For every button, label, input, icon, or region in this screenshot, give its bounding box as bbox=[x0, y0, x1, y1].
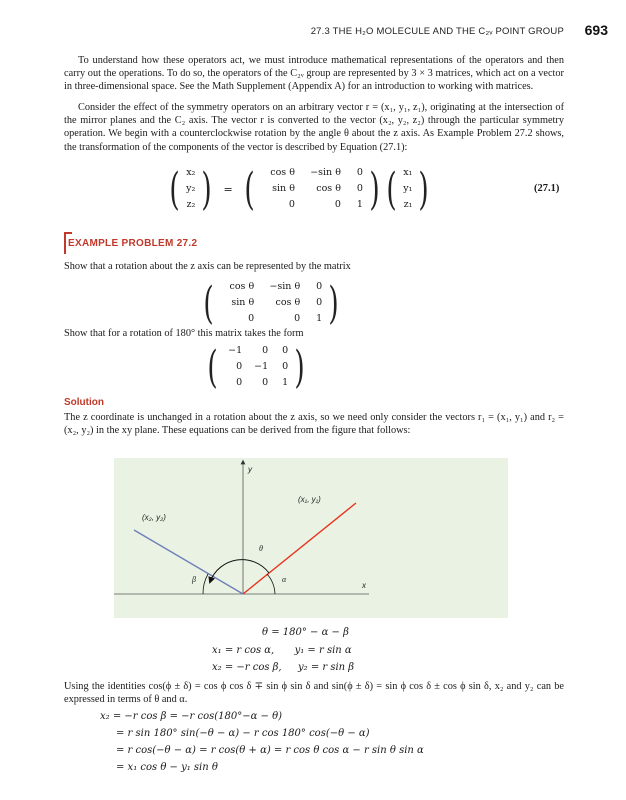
alpha-label: α bbox=[282, 575, 287, 584]
example-prompt-2: Show that for a rotation of 180° this matrix takes the form bbox=[64, 328, 304, 339]
intro-paragraph-1: To understand how these operators act, we must introduce mathematical representations of the operators and then carry out the operations. To do so, the operators of the C₂ᵥ group are represented by 3 × 3 matrices, which act on a vector in three-dimensional space. See the Math Supplement (Appendix A) for an introduction to working with matrices. bbox=[64, 55, 564, 93]
matrix-entry: 0 bbox=[236, 376, 243, 388]
relation-x1-y1: x₁ = r cos α, y₁ = r sin α bbox=[212, 645, 352, 656]
matrix-entry: 1 bbox=[282, 376, 289, 388]
vector-entry: z₂ bbox=[186, 198, 196, 210]
matrix-entry: cos θ bbox=[229, 280, 255, 292]
rotation-matrix bbox=[258, 164, 366, 214]
example-problem-title: EXAMPLE PROBLEM 27.2 bbox=[68, 238, 198, 249]
vector-entry: z₁ bbox=[403, 198, 413, 210]
left-paren: ( bbox=[169, 163, 180, 215]
rotation-diagram bbox=[114, 458, 508, 618]
matrix-entry: cos θ bbox=[275, 296, 301, 308]
left-paren: ( bbox=[386, 163, 397, 215]
example-matrix-2 bbox=[204, 342, 308, 392]
relation-theta: θ = 180° − α − β bbox=[262, 627, 349, 638]
example-problem-header bbox=[64, 232, 564, 252]
matrix-entry: 0 bbox=[356, 182, 363, 194]
matrix-entry: −1 bbox=[228, 344, 243, 356]
matrix-entry: 0 bbox=[356, 166, 363, 178]
theta-label: θ bbox=[259, 544, 263, 553]
matrix-entry: sin θ bbox=[272, 182, 295, 194]
matrix-entry: 0 bbox=[236, 360, 243, 372]
matrix-entry: 0 bbox=[316, 296, 323, 308]
right-paren: ) bbox=[369, 163, 380, 215]
matrix-body bbox=[217, 278, 325, 328]
solution-title: Solution bbox=[64, 397, 104, 408]
matrix-entry: −1 bbox=[254, 360, 269, 372]
matrix-body bbox=[221, 342, 291, 392]
left-paren: ( bbox=[203, 277, 214, 329]
left-paren: ( bbox=[207, 341, 218, 393]
right-paren: ) bbox=[201, 163, 213, 215]
solution-text: The z coordinate is unchanged in a rotation about the z axis, so we need only consider the vectors r₁ = (x₁, y₁) and r₂ = (x₂, y₂) in the xy plane. These equations can be derived from the figure that follows: bbox=[64, 412, 564, 437]
theta-arc bbox=[210, 560, 269, 582]
right-paren: ) bbox=[328, 277, 339, 329]
example-prompt-1: Show that a rotation about the z axis can be represented by the matrix bbox=[64, 261, 351, 272]
rotation-figure bbox=[114, 458, 508, 618]
equals-sign: = bbox=[223, 182, 233, 196]
intro-paragraph-2: Consider the effect of the symmetry operators on an arbitrary vector r = (x₁, y₁, z₁), originating at the intersection of the mirror planes and the C₂ axis. The vector r is converted to the vector (x₂, y₂, z₂) through the particular symmetry operation. We begin with a counterclockwise rotation by the angle θ about the z axis. As Example Problem 27.2 shows, the transformation of the components of the vector is described by Equation (27.1): bbox=[64, 102, 564, 153]
matrix-entry: −sin θ bbox=[269, 280, 301, 292]
relation-x2-y2: x₂ = −r cos β, y₂ = r sin β bbox=[212, 662, 355, 673]
matrix-entry: 0 bbox=[294, 312, 301, 324]
right-paren: ) bbox=[294, 341, 305, 393]
rhs-vector bbox=[400, 164, 415, 214]
lhs-vector bbox=[183, 164, 198, 214]
matrix-entry: 0 bbox=[262, 376, 269, 388]
left-paren: ( bbox=[244, 163, 255, 215]
y-axis-label: y bbox=[248, 465, 252, 474]
example-accent-tick bbox=[64, 232, 72, 234]
matrix-entry: 0 bbox=[316, 280, 323, 292]
vector-r2 bbox=[134, 530, 243, 594]
matrix-entry: 0 bbox=[282, 360, 289, 372]
matrix-entry: 0 bbox=[334, 198, 341, 210]
derivation-line-1: x₂ = −r cos β = −r cos(180°−α − θ) bbox=[100, 711, 283, 722]
derivation-line-4: = x₁ cos θ − y₁ sin θ bbox=[116, 762, 218, 773]
vector-entry: y₂ bbox=[186, 182, 196, 194]
matrix-entry: 0 bbox=[248, 312, 255, 324]
beta-arc bbox=[203, 574, 208, 594]
beta-label: β bbox=[192, 575, 196, 584]
matrix-entry: 0 bbox=[282, 344, 289, 356]
matrix-entry: 0 bbox=[288, 198, 295, 210]
matrix-entry: 1 bbox=[356, 198, 363, 210]
running-header bbox=[0, 22, 626, 42]
matrix-entry: −sin θ bbox=[310, 166, 341, 178]
identities-text: Using the identities cos(ϕ ± δ) = cos ϕ cos δ ∓ sin ϕ sin δ and sin(ϕ ± δ) = sin ϕ cos δ ± cos ϕ sin δ, x₂ and y₂ can be expressed in terms of θ and α. bbox=[64, 681, 564, 706]
alpha-arc bbox=[267, 574, 275, 594]
point-2-label: (x₂, y₂) bbox=[142, 513, 166, 522]
point-1-label: (x₁, y₁) bbox=[298, 495, 321, 504]
matrix-entry: cos θ bbox=[316, 182, 341, 194]
equation-27-1 bbox=[166, 164, 433, 214]
right-paren: ) bbox=[418, 163, 430, 215]
vector-entry: y₁ bbox=[403, 182, 413, 194]
page-number: 693 bbox=[584, 22, 608, 38]
matrix-entry: sin θ bbox=[231, 296, 255, 308]
matrix-entry: 0 bbox=[262, 344, 269, 356]
derivation-line-2: = r sin 180° sin(−θ − α) − r cos 180° cos(−θ − α) bbox=[116, 728, 370, 739]
vector-entry: x₁ bbox=[403, 166, 413, 178]
example-matrix-1 bbox=[200, 278, 342, 328]
equation-number: (27.1) bbox=[534, 183, 560, 194]
vector-entry: x₂ bbox=[186, 166, 196, 178]
matrix-entry: 1 bbox=[316, 312, 323, 324]
matrix-entry: cos θ bbox=[270, 166, 295, 178]
running-title: 27.3 THE H₂O MOLECULE AND THE C₂ᵥ POINT GROUP bbox=[310, 26, 564, 37]
derivation-line-3: = r cos(−θ − α) = r cos(θ + α) = r cos θ cos α − r sin θ sin α bbox=[116, 745, 424, 756]
example-accent-bar bbox=[64, 232, 66, 254]
x-axis-label: x bbox=[362, 581, 366, 590]
